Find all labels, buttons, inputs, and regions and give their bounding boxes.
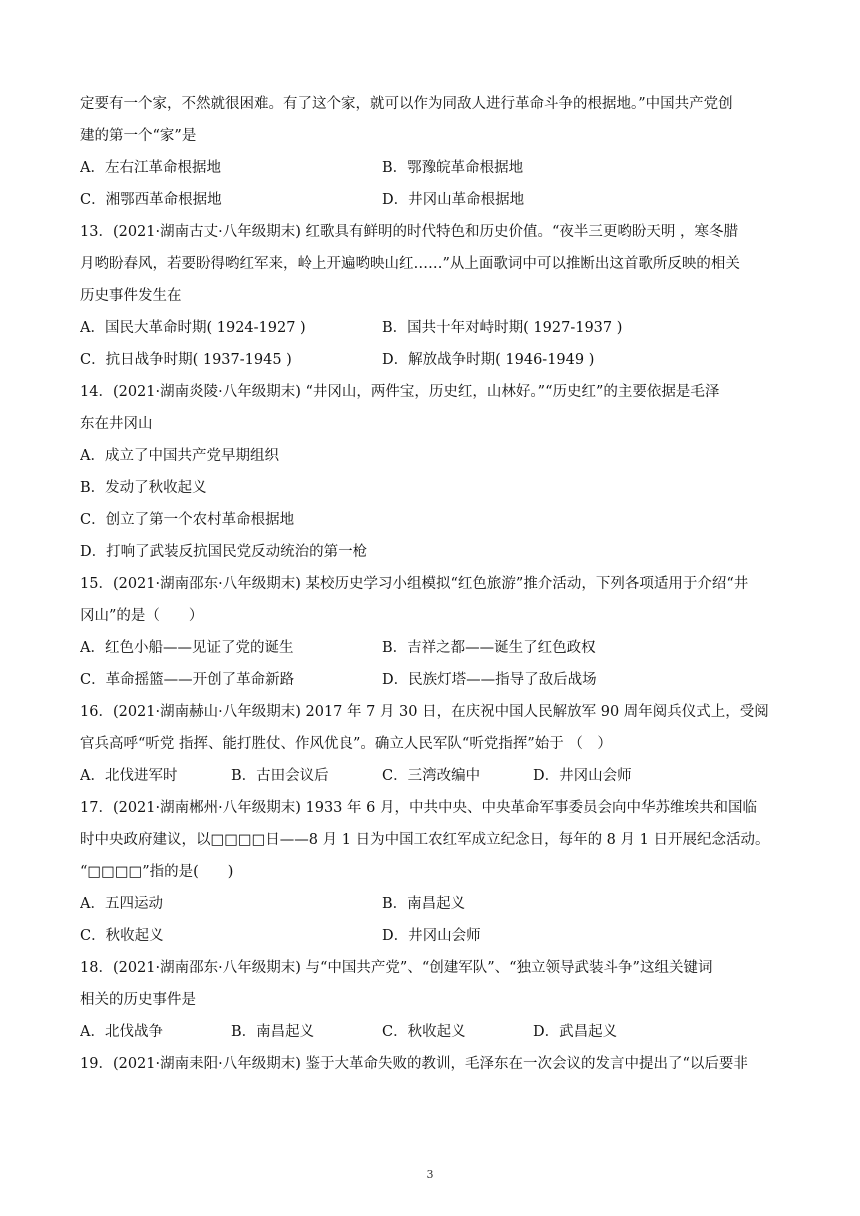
option-c: C．秋收起义 [80,928,164,944]
option-d: D．打响了武装反抗国民党反动统治的第一枪 [80,544,368,560]
question-text-line: 15．(2021·湖南邵东·八年级期末) 某校历史学习小组模拟“红色旅游”推介活动，下列各项适用于介绍“井 [80,576,749,592]
option-a: A．北伐战争 [80,1024,163,1040]
option-c: C．革命摇篮——开创了革命新路 [80,672,295,688]
question-16 [80,696,780,792]
option-d: D．井冈山会师 [533,768,632,784]
option-c: C．湘鄂西革命根据地 [80,192,222,208]
option-b: B．南昌起义 [382,896,466,912]
option-b: B．吉祥之都——诞生了红色政权 [382,640,596,656]
question-text-line: 东在井冈山 [80,416,153,432]
question-text-line: 16．(2021·湖南赫山·八年级期末) 2017 年 7 月 30 日，在庆祝中国人民解放军 90 周年阅兵仪式上，受阅 [80,704,769,720]
option-a: A．成立了中国共产党早期组织 [80,448,279,464]
question-text-line: 19．(2021·湖南耒阳·八年级期末) 鉴于大革命失败的教训，毛泽东在一次会议的发言中提出了“以后要非 [80,1056,748,1072]
option-d: D．解放战争时期( 1946-1949 ) [382,352,595,368]
options-row [80,312,780,344]
options-row [80,760,780,792]
option-d: D．武昌起义 [533,1024,618,1040]
option-a: A．国民大革命时期( 1924-1927 ) [80,320,306,336]
question-text-line: 定要有一个家，不然就很困难。有了这个家，就可以作为同敌人进行革命斗争的根据地。”中国共产党创 [80,96,733,112]
question-text-line: 时中央政府建议，以□□□□日——8 月 1 日为中国工农红军成立纪念日，每年的 8 月 1 日开展纪念活动。 [80,832,770,848]
option-b: B．南昌起义 [231,1024,315,1040]
options-row [80,888,780,920]
question-text-line: 17．(2021·湖南郴州·八年级期末) 1933 年 6 月，中共中央、中央革命军事委员会向中华苏维埃共和国临 [80,800,757,816]
options-row [80,664,780,696]
options-row [80,1016,780,1048]
option-d: D．井冈山革命根据地 [382,192,525,208]
question-18 [80,952,780,1048]
option-a: A．左右江革命根据地 [80,160,221,176]
option-d: D．民族灯塔——指导了敌后战场 [382,672,597,688]
option-a: A．五四运动 [80,896,163,912]
question-text-line: 冈山”的是（ ） [80,608,204,624]
options-row [80,344,780,376]
option-a: A．红色小船——见证了党的诞生 [80,640,294,656]
option-b: B．发动了秋收起义 [80,480,207,496]
question-text-line: 历史事件发生在 [80,288,182,304]
option-d: D．井冈山会师 [382,928,481,944]
question-text-line: 建的第一个“家”是 [80,128,197,144]
question-14 [80,376,780,568]
question-text-line: 13．(2021·湖南古丈·八年级期末) 红歌具有鲜明的时代特色和历史价值。“夜半三更哟盼天明 ，寒冬腊 [80,224,739,240]
question-text-line: 相关的历史事件是 [80,992,196,1008]
option-c: C．三湾改编中 [382,768,481,784]
options-row [80,152,780,184]
question-text-line: “□□□□”指的是( ) [80,864,234,880]
option-c: C．抗日战争时期( 1937-1945 ) [80,352,292,368]
question-13 [80,216,780,376]
question-text-line: 月哟盼春风，若要盼得哟红军来，岭上开遍哟映山红……”从上面歌词中可以推断出这首歌所反映的相关 [80,256,740,272]
option-b: B．国共十年对峙时期( 1927-1937 ) [382,320,623,336]
option-c: C．创立了第一个农村革命根据地 [80,512,295,528]
question-text-line: 官兵高呼“听党 指挥、能打胜仗、作风优良”。确立人民军队“听党指挥”始于 （ ） [80,736,612,752]
question-15 [80,568,780,696]
option-b: B．古田会议后 [231,768,329,784]
options-row [80,920,780,952]
option-b: B．鄂豫皖革命根据地 [382,160,524,176]
page-number: 3 [426,1168,434,1181]
options-row [80,184,780,216]
option-c: C．秋收起义 [382,1024,466,1040]
question-text-line: 14．(2021·湖南炎陵·八年级期末) “井冈山，两件宝，历史红，山林好。”“历史红”的主要依据是毛泽 [80,384,720,400]
option-a: A．北伐进军时 [80,768,178,784]
options-row [80,632,780,664]
question-17 [80,792,780,952]
question-text-line: 18．(2021·湖南邵东·八年级期末) 与“中国共产党”、“创建军队”、“独立领导武装斗争”这组关键词 [80,960,713,976]
document-page [80,88,780,1080]
question-19 [80,1048,780,1080]
question-12-continuation [80,88,780,216]
